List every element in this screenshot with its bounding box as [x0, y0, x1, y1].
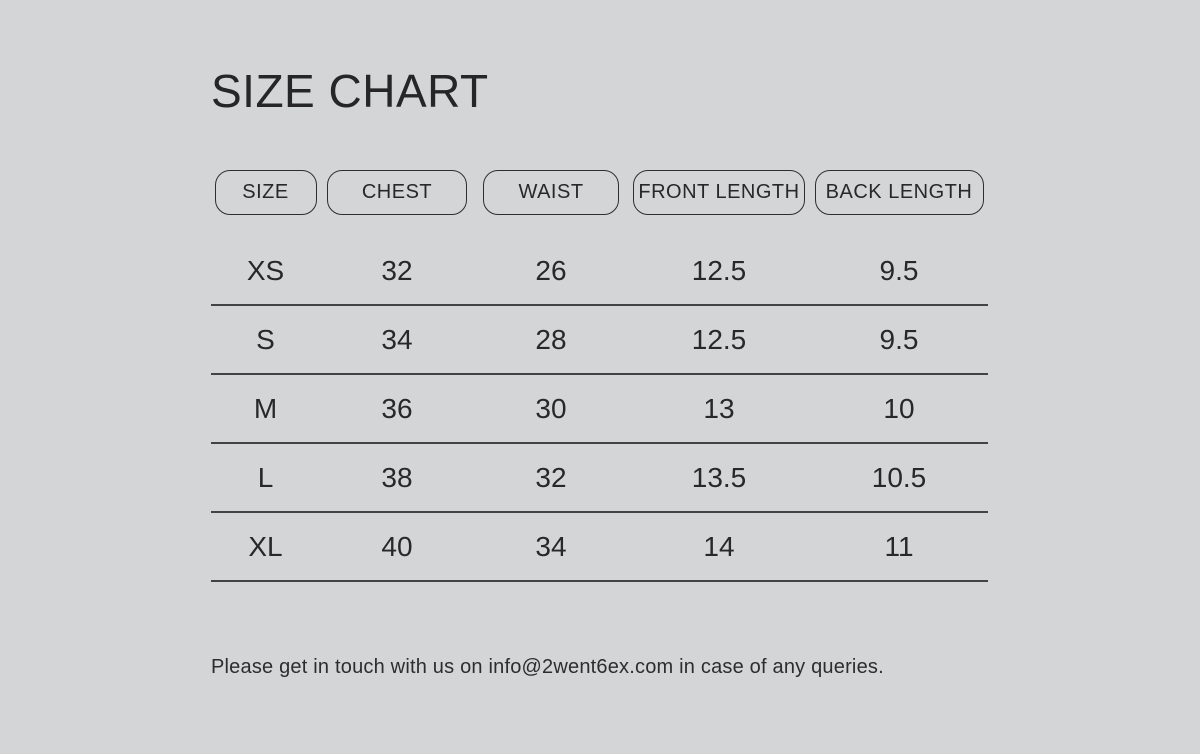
cell-s-waist: 28: [535, 323, 567, 355]
column-header-chest: [320, 170, 474, 215]
cell-l-size: L: [257, 461, 274, 493]
cell-s-back-length: 9.5: [879, 323, 919, 355]
table-row-xs: [211, 237, 988, 306]
cell-l-chest: 38: [381, 461, 413, 493]
header-pill-back-length: BACK LENGTH: [815, 170, 984, 215]
cell-xl-back-length: 11: [884, 530, 914, 562]
header-pill-front-length: FRONT LENGTH: [633, 170, 805, 215]
cell-xs-chest: 32: [381, 254, 413, 286]
cell-l-waist: 32: [535, 461, 567, 493]
cell-s-front-length: 12.5: [691, 323, 747, 355]
cell-xl-front-length: 14: [703, 530, 735, 562]
page-title: SIZE CHART: [211, 65, 489, 117]
table-row-m: [211, 375, 988, 444]
cell-m-back-length: 10: [883, 392, 915, 424]
table-row-l: [211, 444, 988, 513]
column-header-size: [211, 170, 320, 215]
contact-note: Please get in touch with us on info@2went6ex.com in case of any queries.: [211, 656, 884, 678]
column-header-waist: [474, 170, 628, 215]
header-pill-waist: WAIST: [483, 170, 619, 215]
cell-m-front-length: 13: [703, 392, 735, 424]
table-row-xl: [211, 513, 988, 582]
cell-s-size: S: [256, 323, 275, 355]
header-pill-chest: CHEST: [327, 170, 467, 215]
cell-xs-front-length: 12.5: [691, 254, 747, 286]
cell-xl-waist: 34: [535, 530, 567, 562]
cell-l-front-length: 13.5: [691, 461, 747, 493]
cell-xs-back-length: 9.5: [879, 254, 919, 286]
cell-xs-size: XS: [246, 254, 285, 286]
cell-m-size: M: [253, 392, 278, 424]
column-header-front-length: [628, 170, 810, 215]
cell-xl-size: XL: [248, 530, 283, 562]
table-body: [211, 237, 988, 582]
cell-m-chest: 36: [381, 392, 413, 424]
table-header-row: [211, 170, 988, 215]
column-header-back-length: [810, 170, 988, 215]
cell-m-waist: 30: [535, 392, 567, 424]
size-chart-content: [211, 0, 989, 754]
cell-s-chest: 34: [381, 323, 413, 355]
header-pill-size: SIZE: [215, 170, 317, 215]
cell-xl-chest: 40: [381, 530, 413, 562]
cell-xs-waist: 26: [535, 254, 567, 286]
cell-l-back-length: 10.5: [871, 461, 927, 493]
table-row-s: [211, 306, 988, 375]
